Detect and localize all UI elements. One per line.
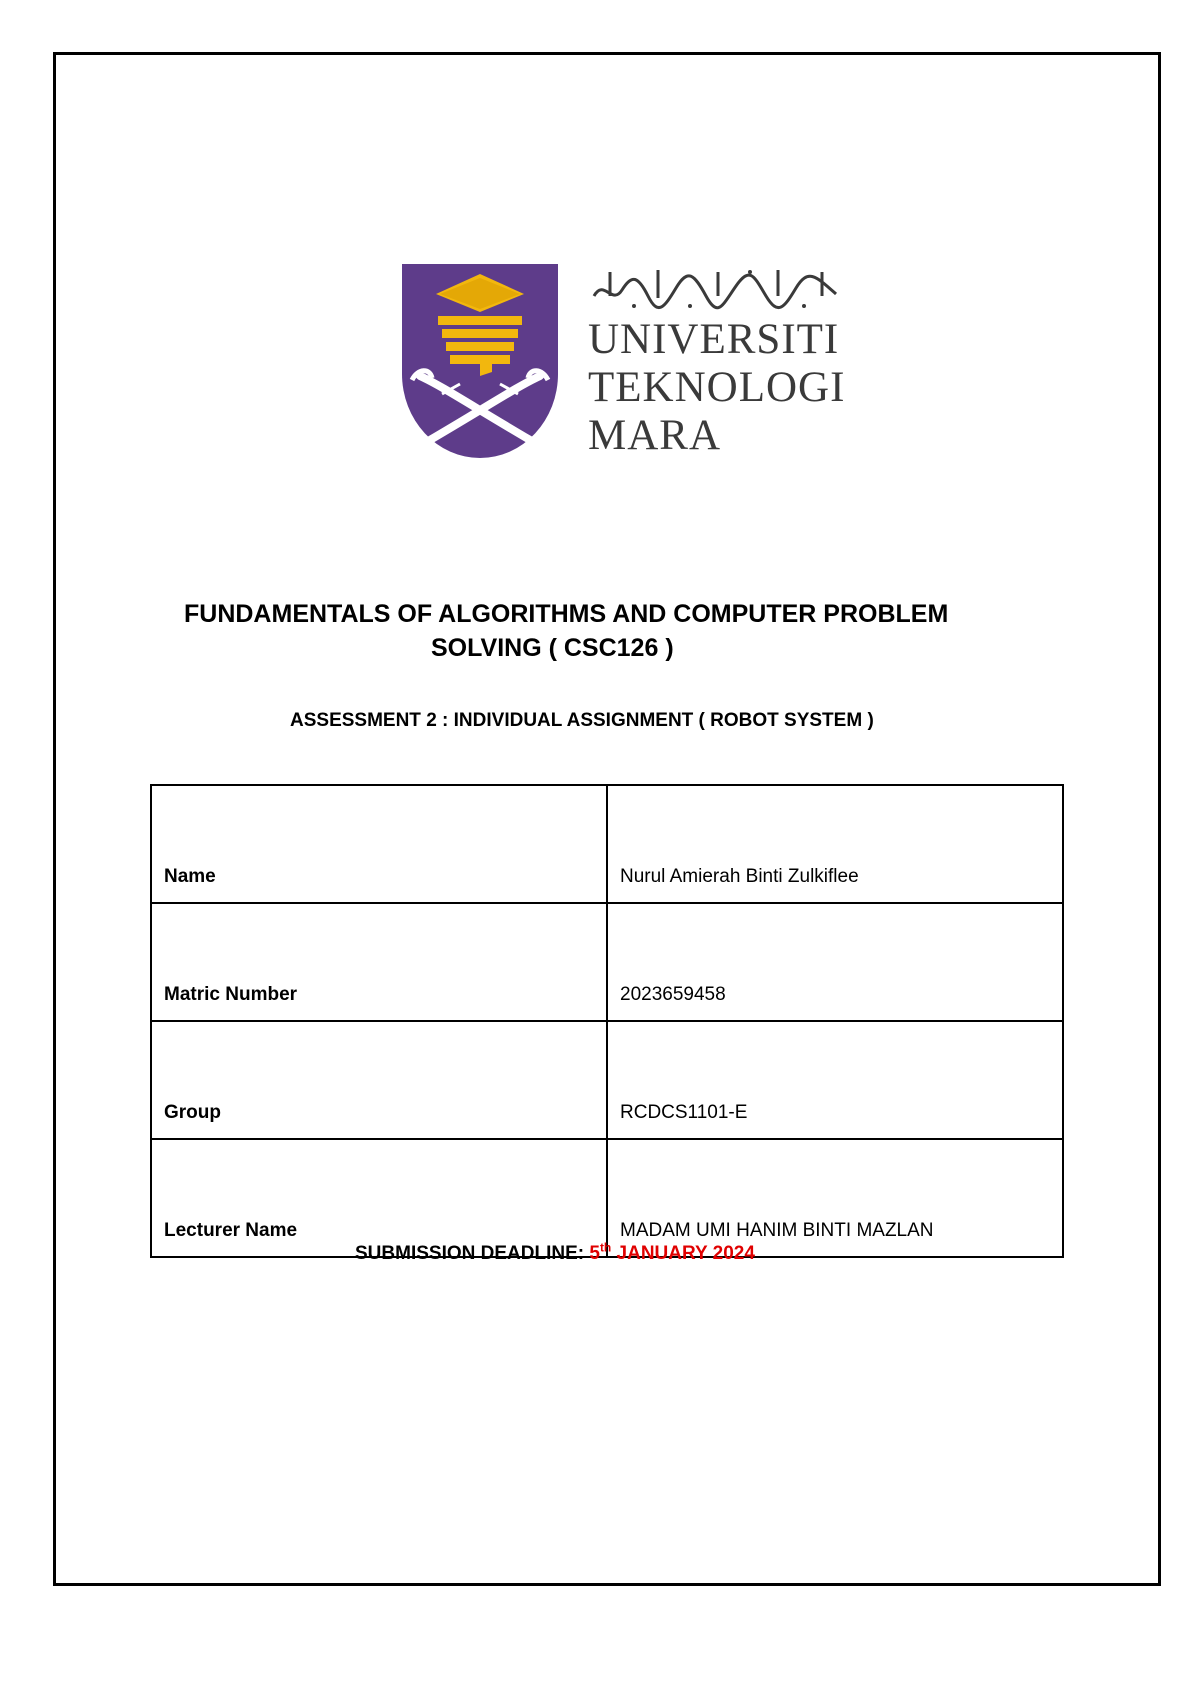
table-row bbox=[151, 1139, 1063, 1257]
matric-number-value: 2023659458 bbox=[607, 903, 1063, 1021]
table-row bbox=[151, 785, 1063, 903]
course-title bbox=[184, 597, 1084, 665]
matric-number-label: Matric Number bbox=[151, 903, 607, 1021]
table-row bbox=[151, 1021, 1063, 1139]
jawi-script-name bbox=[590, 266, 840, 312]
uitm-crest-icon bbox=[402, 264, 558, 458]
deadline-day-suffix: th bbox=[599, 1240, 612, 1255]
group-value: RCDCS1101-E bbox=[607, 1021, 1063, 1139]
lecturer-name-label: Lecturer Name bbox=[151, 1139, 607, 1257]
deadline-label: SUBMISSION DEADLINE: bbox=[355, 1243, 590, 1264]
group-label: Group bbox=[151, 1021, 607, 1139]
table-row bbox=[151, 903, 1063, 1021]
name-label: Name bbox=[151, 785, 607, 903]
lecturer-name-value: MADAM UMI HANIM BINTI MAZLAN bbox=[607, 1139, 1063, 1257]
wordmark-line-1: UNIVERSITI bbox=[588, 316, 840, 363]
university-wordmark bbox=[588, 316, 845, 460]
assessment-title: ASSESSMENT 2 : INDIVIDUAL ASSIGNMENT ( ROBOT SYSTEM ) bbox=[290, 710, 874, 731]
submission-deadline bbox=[355, 1240, 755, 1265]
course-title-line-2: SOLVING ( CSC126 ) bbox=[431, 634, 674, 662]
wordmark-line-2: TEKNOLOGI bbox=[588, 364, 846, 411]
wordmark-line-3: MARA bbox=[588, 412, 722, 459]
course-title-line-1: FUNDAMENTALS OF ALGORITHMS AND COMPUTER PROBLEM bbox=[184, 600, 949, 628]
deadline-month-year: JANUARY 2024 bbox=[611, 1243, 755, 1264]
student-info-table bbox=[150, 784, 1064, 1258]
uitm-logo bbox=[402, 264, 852, 460]
deadline-date bbox=[589, 1240, 755, 1264]
name-value: Nurul Amierah Binti Zulkiflee bbox=[607, 785, 1063, 903]
deadline-day: 5 bbox=[589, 1243, 600, 1264]
